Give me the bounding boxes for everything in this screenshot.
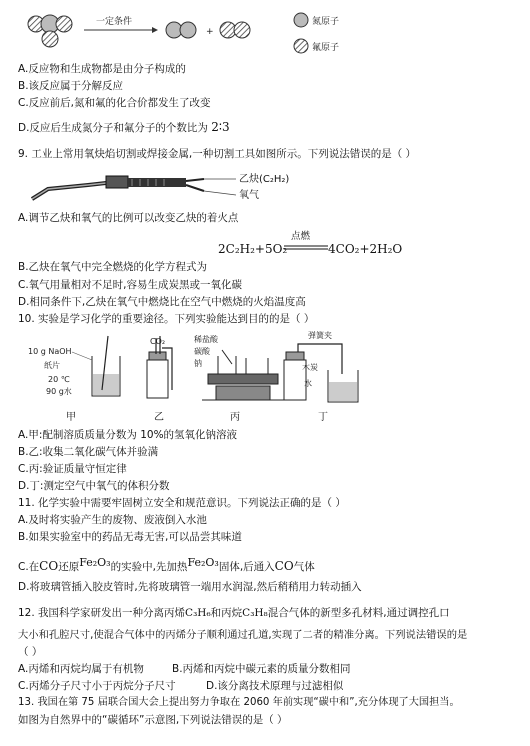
- plus-sign: +: [206, 27, 214, 37]
- q13-line2: 如图为自然界中的“碳循环”示意图,下列说法错误的是（ ）: [18, 714, 288, 726]
- balance: [208, 374, 278, 384]
- label-co2: CO₂: [150, 337, 166, 346]
- torch-nozzle: [32, 183, 106, 199]
- q11-c-mid1: 还原: [58, 561, 80, 573]
- experiment-yi: [147, 336, 172, 398]
- q12-propene-formula: C₃H₆: [185, 607, 211, 619]
- q9-equation-sign: [284, 244, 328, 252]
- legend-nitrogen-icon: [294, 13, 308, 27]
- label-naoh: 10 g NaOH: [28, 347, 72, 356]
- q11-option-d: D.将玻璃管插入胶皮管时,先将玻璃管一端用水润湿,然后稍稍用力转动插入: [18, 581, 362, 593]
- q8-option-b: B.该反应属于分解反应: [18, 80, 124, 92]
- product-fluorine: [220, 22, 250, 38]
- q11-c-co: CO: [39, 559, 59, 573]
- caption-ding: 丁: [318, 412, 328, 423]
- caption-jia: 甲: [66, 412, 76, 423]
- q8-option-c: C.反应前后,氮和氟的化合价都发生了改变: [18, 97, 211, 109]
- q8-option-d: [18, 120, 230, 135]
- q9-equation-left: 2C₂H₂+5O₂: [218, 242, 288, 256]
- label-carbonate2: 钠: [194, 359, 202, 368]
- q11-c-pre: C.在: [18, 561, 40, 573]
- label-paper: 纸片: [44, 361, 60, 370]
- legend-nitrogen-label: 氮原子: [312, 17, 340, 27]
- experiment-bing: [194, 334, 284, 400]
- reaction-condition: 一定条件: [96, 17, 133, 27]
- q12-line1: [18, 606, 450, 620]
- q8-option-d-text: D.反应后生成氮分子和氟分子的个数比为: [18, 122, 208, 134]
- gas-bottle: [147, 360, 168, 398]
- q11-c-end: 气体: [293, 561, 315, 573]
- label-acid: 稀盐酸: [194, 335, 218, 344]
- q12-option-b: B.丙烯和丙烷中碳元素的质量分数相同: [172, 663, 351, 675]
- legend-fluorine-label: 氟原子: [312, 43, 340, 53]
- q12-line3: （ ）: [18, 646, 43, 658]
- q11-c-fe2o3: Fe₂O₃: [79, 556, 111, 569]
- caption-yi: 乙: [154, 412, 164, 423]
- reaction-arrowhead: [152, 27, 158, 33]
- q11-c-mid3: 固体,后通入: [218, 561, 275, 573]
- q8-ratio: 2∶3: [211, 120, 230, 134]
- q9-option-b: B.乙炔在氧气中完全燃烧的化学方程式为: [18, 261, 208, 273]
- label-water2: 水: [304, 379, 312, 388]
- label-temp: 20 ℃: [48, 375, 70, 384]
- q12-option-d: D.该分离技术原理与过滤相似: [206, 680, 344, 692]
- q11-c-fe2o3b: Fe₂O₃: [187, 556, 219, 569]
- label-clamp: 弹簧夹: [308, 331, 332, 340]
- q10-option-b: B.乙:收集二氧化碳气体并验满: [18, 446, 159, 458]
- torch-valve: [106, 176, 128, 188]
- label-oxygen: 氧气: [239, 190, 259, 201]
- q11-option-a: A.及时将实验产生的废物、废液倒入水池: [18, 514, 207, 526]
- q12-line2: 大小和孔腔尺寸,使混合气体中的丙烯分子顺利通过孔道,实现了二者的精准分离。下列说法错误的是: [18, 629, 468, 641]
- q13-line1: 13. 我国在第 75 届联合国大会上提出努力争取在 2060 年前实现“碳中和”,充分体现了大国担当。: [18, 697, 460, 708]
- q12-option-a: A.丙烯和丙烷均属于有机物: [18, 663, 144, 675]
- q11-c-mid2: 的实验中,先加热: [110, 561, 188, 573]
- q9-option-c: C.氧气用量相对不足时,容易生成炭黑或一氧化碳: [18, 279, 243, 291]
- label-carbonate1: 碳酸: [194, 347, 210, 356]
- q9-option-d: D.相同条件下,乙炔在氧气中燃烧比在空气中燃烧的火焰温度高: [18, 296, 306, 308]
- experiment-figures: [22, 330, 372, 410]
- q12-line1-end: 混合气体的新型多孔材料,通过调控孔口: [267, 607, 450, 619]
- experiment-jia: [28, 336, 120, 396]
- q11-option-b: B.如果实验室中的药品无毒无害,可以品尝其味道: [18, 531, 242, 543]
- q12-propane-formula: C₃H₈: [242, 607, 268, 619]
- q10-option-d: D.丁:测定空气中氧气的体积分数: [18, 480, 170, 492]
- label-acetylene: 乙炔(C₂H₂): [239, 174, 290, 185]
- q9-equation-right: 4CO₂+2H₂O: [328, 242, 403, 256]
- label-water: 90 g水: [46, 387, 72, 396]
- q10-option-a: A.甲:配制溶质质量分数为 10%的氢氧化钠溶液: [18, 429, 238, 441]
- q12-option-c: C.丙烯分子尺寸小于丙烷分子尺寸: [18, 680, 176, 692]
- q12-line1-mid: 和丙烷: [210, 607, 243, 619]
- reaction-diagram: [14, 2, 374, 58]
- q11-stem: 11. 化学实验中需要牢固树立安全和规范意识。下列说法正确的是（ ）: [18, 497, 346, 509]
- torch-handle: [128, 178, 186, 187]
- q11-option-c: [18, 556, 315, 574]
- q10-option-c: C.丙:验证质量守恒定律: [18, 463, 127, 475]
- q9-equation-condition: 点燃: [291, 231, 311, 242]
- product-nitrogen: [166, 22, 196, 38]
- q11-c-co2: CO: [274, 559, 294, 573]
- reactant-molecules: [28, 15, 72, 47]
- caption-bing: 丙: [230, 412, 240, 423]
- q12-line1-pre: 12. 我国科学家研发出一种分离丙烯: [18, 607, 186, 619]
- label-charcoal: 木炭: [302, 363, 318, 372]
- experiment-ding: [284, 330, 358, 402]
- legend-fluorine-icon: [294, 39, 308, 53]
- q9-option-a: A.调节乙炔和氧气的比例可以改变乙炔的着火点: [18, 212, 239, 224]
- q10-stem: 10. 实验是学习化学的重要途径。下列实验能达到目的的是（ ）: [18, 313, 315, 325]
- q8-option-a: A.反应物和生成物都是由分子构成的: [18, 63, 186, 75]
- q9-stem: 9. 工业上常用氧炔焰切割或焊接金属,一种切割工具如图所示。下列说法错误的是（ ）: [18, 148, 417, 160]
